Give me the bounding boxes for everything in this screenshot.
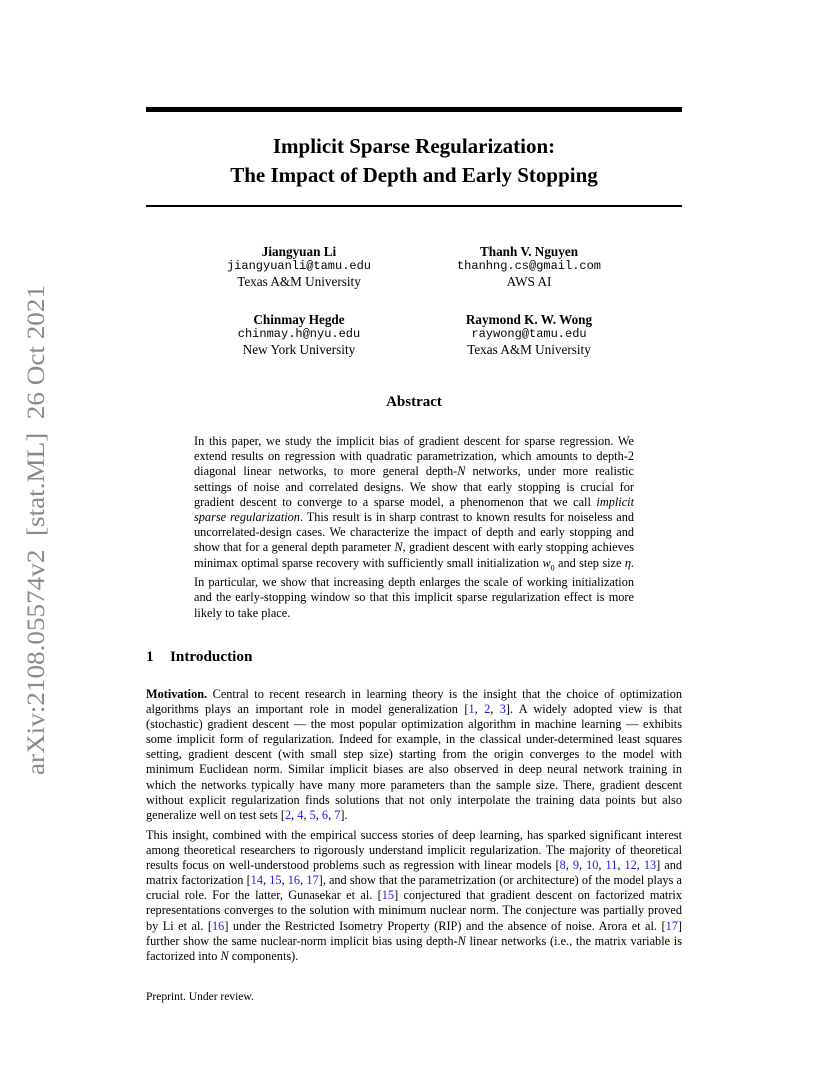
- title-top-rule: [146, 107, 682, 112]
- abstract-text: , gradient descent with early stopping achieves minimax optimal sparse recovery with sufficiently small initialization: [194, 540, 635, 570]
- citation-link[interactable]: 2: [284, 807, 292, 822]
- citation-link[interactable]: 3: [499, 702, 506, 717]
- paragraph-text: ] further show the same nuclear-norm implicit bias using depth-: [146, 918, 682, 948]
- paragraph-text: ].: [340, 807, 348, 822]
- citation-separator: ,: [303, 807, 310, 822]
- citation-link[interactable]: 13: [643, 858, 657, 873]
- math-symbol: w: [542, 555, 551, 570]
- author-affiliation: AWS AI: [506, 274, 552, 289]
- paragraph-text: ] conjectured that gradient descent on factorized matrix representations converges to the solution with minimum nuclear norm. The conjecture was partially proved by Li et al. [: [146, 888, 682, 933]
- citation-separator: ,: [291, 807, 298, 822]
- paragraph-text: components).: [228, 948, 299, 963]
- section-number: 1: [146, 648, 154, 665]
- citation-link[interactable]: 2: [484, 702, 491, 717]
- author-email: jiangyuanli@tamu.edu: [226, 259, 372, 273]
- abstract-text: In this paper, we study the implicit bias of gradient descent for sparse regression. We extend results on regression with quadratic parametrization, which amounts to depth-2 diagonal linear networks, to more general depth-: [194, 434, 634, 479]
- citation-separator: ,: [565, 858, 573, 873]
- paper-title-line-2: The Impact of Depth and Early Stopping: [230, 163, 598, 187]
- citation-link[interactable]: 10: [586, 858, 599, 873]
- citation-separator: ,: [636, 858, 644, 873]
- paragraph-text: ], and show that the parametrization (or architecture) of the model plays a crucial role. For the latter, Gunasekar et al. [: [146, 873, 682, 903]
- title-bottom-rule: [146, 205, 682, 207]
- abstract-heading: Abstract: [386, 394, 442, 410]
- arxiv-stamp-text: arXiv:2108.05574v2 [stat.ML] 26 Oct 2021: [23, 323, 50, 775]
- paragraph-text: ] under the Restricted Isometry Property (RIP) and the absence of noise. Arora et al. [: [224, 918, 666, 933]
- author-email: chinmay.h@nyu.edu: [237, 327, 361, 341]
- author-name: Chinmay Hegde: [253, 312, 345, 327]
- paper-title-line-1: Implicit Sparse Regularization:: [272, 134, 556, 158]
- citation-separator: ,: [579, 858, 587, 873]
- emphasized-term: implicit sparse regularization: [194, 494, 634, 525]
- citation-link[interactable]: 1: [468, 702, 475, 717]
- paragraph-text: ]. A widely adopted view is that (stochastic) gradient descent — the most popular optimization algorithm in machine learning — exhibits some implicit form of regularization. Indeed for example, in the classical under-determined least squares setting, gradient descent (with small step size) starting from the origin converges to the model with minimum Euclidean norm. Similar implicit biases are also observed in deep neural network training in which the networks typically have many more parameters than the sample size. There, gradient descent without explicit regularization finds solutions that not only interpolate the training data points but also generalize well on test sets [: [146, 702, 683, 822]
- citation-separator: ,: [315, 807, 322, 822]
- paper-title: [146, 132, 682, 190]
- section-title: Introduction: [170, 648, 253, 665]
- paragraph-text: ] and matrix factorization [: [146, 858, 683, 888]
- math-symbol: η: [624, 555, 631, 570]
- citation-link[interactable]: 12: [624, 858, 637, 873]
- citation-link[interactable]: 9: [572, 858, 580, 873]
- abstract-body: [194, 434, 634, 621]
- citation-link[interactable]: 15: [269, 873, 282, 888]
- citation-link[interactable]: 14: [250, 873, 263, 888]
- citation-link[interactable]: 8: [559, 858, 566, 873]
- preprint-footer: Preprint. Under review.: [146, 991, 254, 1003]
- citation-link[interactable]: 15: [381, 888, 395, 903]
- intro-paragraph-1: [146, 687, 682, 823]
- abstract-text: . This result is in sharp contrast to known results for noiseless and uncorrelated-design cases. We characterize the impact of depth and early stopping and show that for a general depth parameter: [194, 510, 634, 555]
- citation-link[interactable]: 5: [309, 807, 316, 822]
- author-email: raywong@tamu.edu: [471, 327, 587, 341]
- author-affiliation: Texas A&M University: [467, 342, 591, 357]
- math-symbol: N: [457, 464, 466, 479]
- author-block-3: [179, 312, 419, 357]
- citation-link[interactable]: 11: [605, 858, 618, 873]
- author-affiliation: Texas A&M University: [237, 274, 361, 289]
- abstract-text: and step size: [554, 555, 625, 570]
- author-block-2: [409, 244, 649, 289]
- intro-paragraph-2: [146, 828, 682, 964]
- author-affiliation: New York University: [242, 342, 356, 357]
- citation-link[interactable]: 16: [212, 918, 225, 933]
- citation-separator: ,: [328, 807, 335, 822]
- citation-separator: ,: [598, 858, 606, 873]
- section-heading: [146, 648, 252, 666]
- math-symbol: N: [394, 540, 403, 555]
- paragraph-text: linear networks (i.e., the matrix variable is factorized into: [146, 933, 682, 963]
- citation-separator: ,: [300, 873, 307, 888]
- author-name: Jiangyuan Li: [261, 244, 337, 259]
- abstract-text: networks, under more realistic settings of noise and correlated designs. We show that early stopping is crucial for gradient descent to converge to a sparse model, a phenomenon that we call: [194, 464, 634, 509]
- citation-link[interactable]: 7: [334, 807, 341, 822]
- author-block-4: [409, 312, 649, 357]
- citation-link[interactable]: 17: [665, 918, 678, 933]
- math-symbol: N: [220, 948, 229, 963]
- arxiv-identifier-stamp: [22, 285, 52, 775]
- citation-link[interactable]: 17: [306, 873, 319, 888]
- citation-link[interactable]: 16: [287, 873, 301, 888]
- math-symbol: N: [457, 933, 466, 948]
- arxiv-stamp-graphic: [22, 285, 52, 775]
- abstract-text: . In particular, we show that increasing depth enlarges the scale of working initialization and the early-stopping window so that this implicit sparse regularization effect is more likely to take place.: [194, 555, 634, 620]
- citation-separator: ,: [617, 858, 625, 873]
- citation-link[interactable]: 4: [297, 807, 304, 822]
- paragraph-text: Central to recent research in learning theory is the insight that the choice of optimization algorithms plays an important role in model generalization [: [146, 687, 682, 717]
- author-name: Thanh V. Nguyen: [479, 244, 579, 259]
- citation-separator: ,: [474, 702, 485, 717]
- author-name: Raymond K. W. Wong: [465, 312, 593, 327]
- author-email: thanhng.cs@gmail.com: [456, 259, 602, 273]
- author-block-1: [179, 244, 419, 289]
- paragraph-lead: Motivation.: [146, 687, 208, 701]
- math-subscript: 0: [550, 563, 555, 573]
- citation-separator: ,: [490, 702, 500, 717]
- citation-separator: ,: [262, 873, 270, 888]
- citation-separator: ,: [281, 873, 288, 888]
- citation-link[interactable]: 6: [321, 807, 329, 822]
- paragraph-text: This insight, combined with the empirical success stories of deep learning, has sparked significant interest among theoretical researchers to rigorously understand implicit regularization. The majority of theoretical results focus on well-understood problems such as regression with linear models [: [146, 828, 682, 873]
